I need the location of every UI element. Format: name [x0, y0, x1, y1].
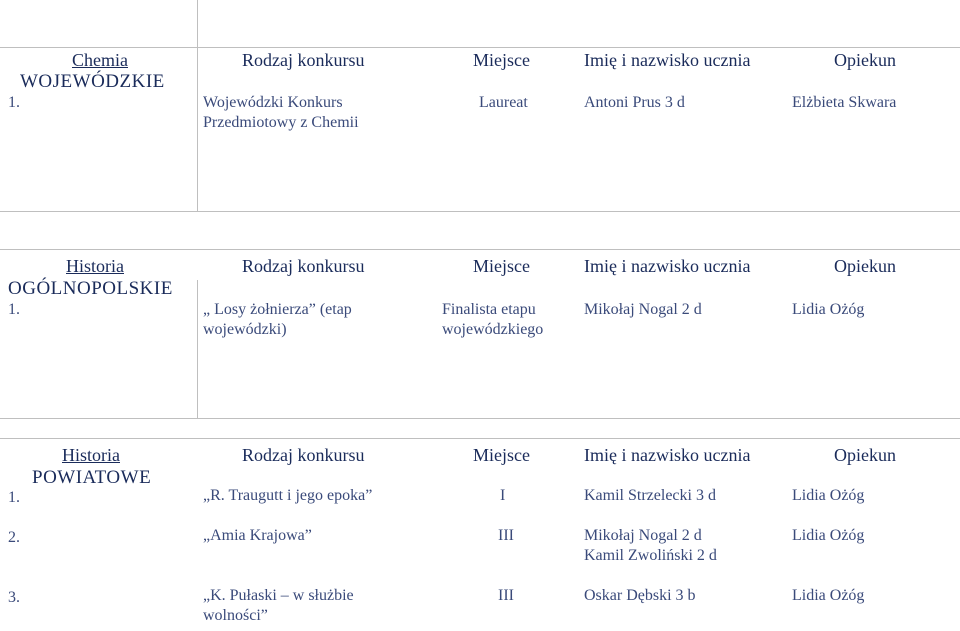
place-value: Laureat [479, 94, 528, 111]
row-number: 3. [8, 589, 20, 606]
level-label: POWIATOWE [32, 467, 152, 488]
header-teacher: Opiekun [834, 445, 896, 465]
row-number: 2. [8, 529, 20, 546]
place-value: III [498, 527, 514, 544]
teacher-name: Lidia Ożóg [792, 527, 865, 544]
row-number: 1. [8, 94, 20, 111]
header-competition: Rodzaj konkursu [242, 50, 365, 70]
header-competition: Rodzaj konkursu [242, 256, 365, 276]
teacher-name: Lidia Ożóg [792, 587, 865, 604]
header-student: Imię i nazwisko ucznia [584, 50, 751, 70]
header-student: Imię i nazwisko ucznia [584, 256, 751, 276]
subject-heading: Historia [66, 256, 124, 276]
column-divider [197, 280, 198, 418]
subject-heading: Historia [62, 445, 120, 465]
header-student: Imię i nazwisko ucznia [584, 445, 751, 465]
teacher-name: Lidia Ożóg [792, 487, 865, 504]
level-label: OGÓLNOPOLSKIE [8, 278, 173, 299]
header-competition: Rodzaj konkursu [242, 445, 365, 465]
competition-name: „K. Pułaski – w służbie wolności” [203, 587, 354, 624]
teacher-name: Elżbieta Skwara [792, 94, 897, 111]
competition-name: Wojewódzki Konkurs Przedmiotowy z Chemii [203, 94, 359, 131]
row-number: 1. [8, 489, 20, 506]
student-name: Mikołaj Nogal 2 d [584, 527, 702, 544]
column-divider [197, 0, 198, 211]
place-value: Finalista etapu wojewódzkiego [442, 301, 544, 338]
student-name: Antoni Prus 3 d [584, 94, 685, 111]
teacher-name: Lidia Ożóg [792, 301, 865, 318]
student-name: Kamil Strzelecki 3 d [584, 487, 716, 504]
header-place: Miejsce [473, 256, 530, 276]
place-value: I [500, 487, 506, 504]
competition-name: „R. Traugutt i jego epoka” [203, 487, 373, 504]
student-name: Kamil Zwoliński 2 d [584, 547, 717, 564]
competition-name: „Amia Krajowa” [203, 527, 312, 544]
row-number: 1. [8, 301, 20, 318]
header-teacher: Opiekun [834, 256, 896, 276]
place-value: III [498, 587, 514, 604]
competition-name: „ Losy żołnierza” (etap wojewódzki) [203, 301, 352, 338]
subject-heading: Chemia [72, 50, 128, 70]
student-name: Mikołaj Nogal 2 d [584, 301, 702, 318]
student-name: Oskar Dębski 3 b [584, 587, 696, 604]
level-label: WOJEWÓDZKIE [20, 71, 165, 92]
header-teacher: Opiekun [834, 50, 896, 70]
row-divider [0, 47, 960, 48]
header-place: Miejsce [473, 50, 530, 70]
header-place: Miejsce [473, 445, 530, 465]
